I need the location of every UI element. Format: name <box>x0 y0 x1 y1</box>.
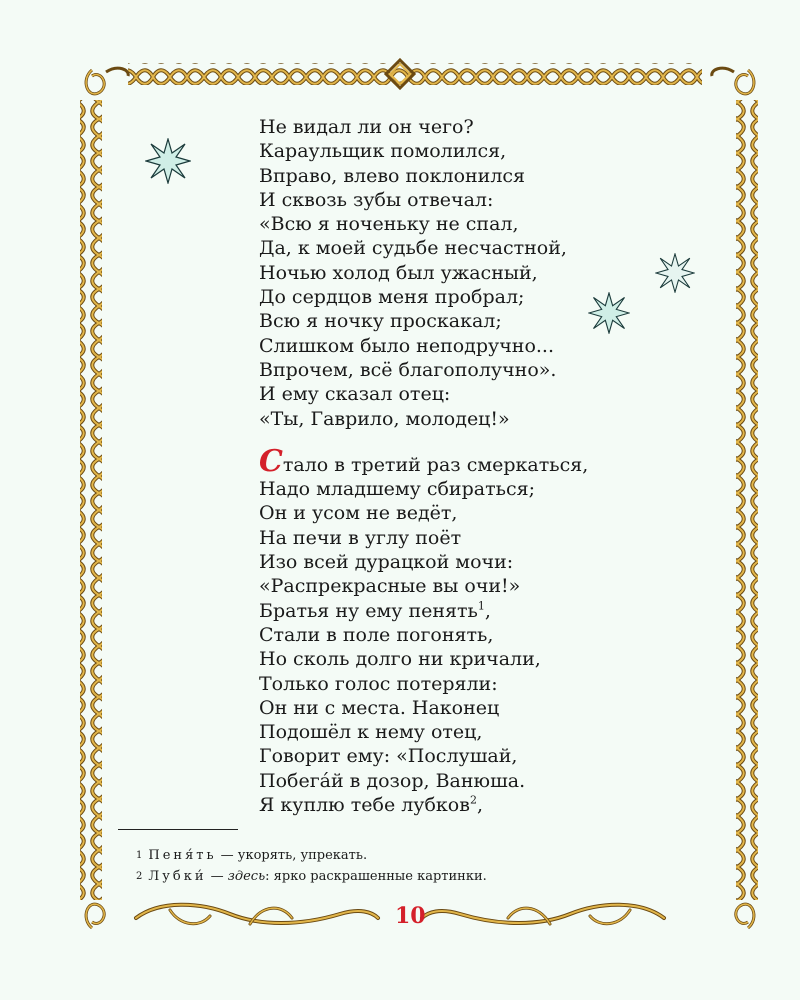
poem-line: «Ты, Гаврило, молодец!» <box>259 407 510 430</box>
footnote-number: 2 <box>136 871 143 882</box>
poem-line: Слишком было неподручно... <box>259 334 555 357</box>
poem-line: Он и усом не ведёт, <box>259 502 458 525</box>
footnote-italic: здесь <box>227 869 266 884</box>
poem-line: Караульщик помолился, <box>259 140 507 163</box>
footnote-1 <box>136 845 487 866</box>
poem-text <box>259 115 588 817</box>
poem-line-punct: , <box>476 794 483 817</box>
poem-line: Вправо, влево поклонился <box>259 164 526 187</box>
poem-line-text: Братья ну ему пенять <box>259 599 478 622</box>
poem-line: Братья ну ему пенять$^1$, <box>259 599 491 622</box>
poem-line: Только голос потеряли: <box>259 672 498 695</box>
footnote-term: Пеня́ть <box>148 848 217 863</box>
footnote-text: : ярко раскрашенные картинки. <box>265 869 487 884</box>
poem-line: Стали в поле погонять, <box>259 623 494 646</box>
poem-line: Не видал ли он чего? <box>259 116 474 138</box>
star-icon <box>655 253 695 293</box>
footnote-ref[interactable]: 1 <box>477 599 485 613</box>
drop-cap: С <box>259 443 283 479</box>
poem-line: Изо всей дурацкой мочи: <box>259 551 514 574</box>
poem-line: Подошёл к нему отец, <box>259 721 483 744</box>
poem-line: Надо младшему сбираться; <box>259 478 535 501</box>
footnote-divider <box>118 829 238 830</box>
footnote-dash: — <box>206 869 228 884</box>
footnotes <box>136 845 487 887</box>
poem-line: И ему сказал отец: <box>259 383 451 406</box>
star-icon <box>145 138 191 184</box>
poem-line: Побега́й в дозор, Ванюша. <box>259 769 526 792</box>
poem-line: Ночью холод был ужасный, <box>259 261 538 284</box>
footnote-number: 1 <box>136 850 143 861</box>
stanza <box>259 443 589 817</box>
poem-line <box>259 793 588 817</box>
poem-line: До сердцов меня пробрал; <box>259 286 525 309</box>
poem-line: Да, к моей судьбе несчастной, <box>259 237 567 260</box>
poem-line: Он ни с места. Наконец <box>259 696 500 719</box>
poem-line: «Всю я ноченьку не спал, <box>259 213 519 236</box>
poem-line: Впрочем, всё благополучно». <box>259 358 557 381</box>
poem-line <box>259 443 589 479</box>
poem-line: «Распрекрасные вы очи!» <box>259 575 521 598</box>
poem-line: Всю я ночку проскакал; <box>259 310 502 333</box>
page-number: 10 <box>395 903 426 929</box>
poem-line: На печи в углу поёт <box>259 526 462 549</box>
poem-line: Говорит ему: «Послушай, <box>259 745 518 768</box>
stanza <box>259 115 588 431</box>
poem-line: И сквозь зубы отвечал: <box>259 188 494 211</box>
star-icon <box>588 292 630 334</box>
poem-line-text: Я куплю тебе лубков <box>259 794 470 817</box>
footnote-text: — укорять, упрекать. <box>216 848 368 863</box>
footnote-2 <box>136 866 487 887</box>
poem-line: Но сколь долго ни кричали, <box>259 648 541 671</box>
footnote-ref[interactable]: 2 <box>469 793 477 807</box>
poem-line-rest: тало в третий раз смеркаться, <box>282 453 589 476</box>
footnote-term: Лубки́ <box>148 869 207 884</box>
